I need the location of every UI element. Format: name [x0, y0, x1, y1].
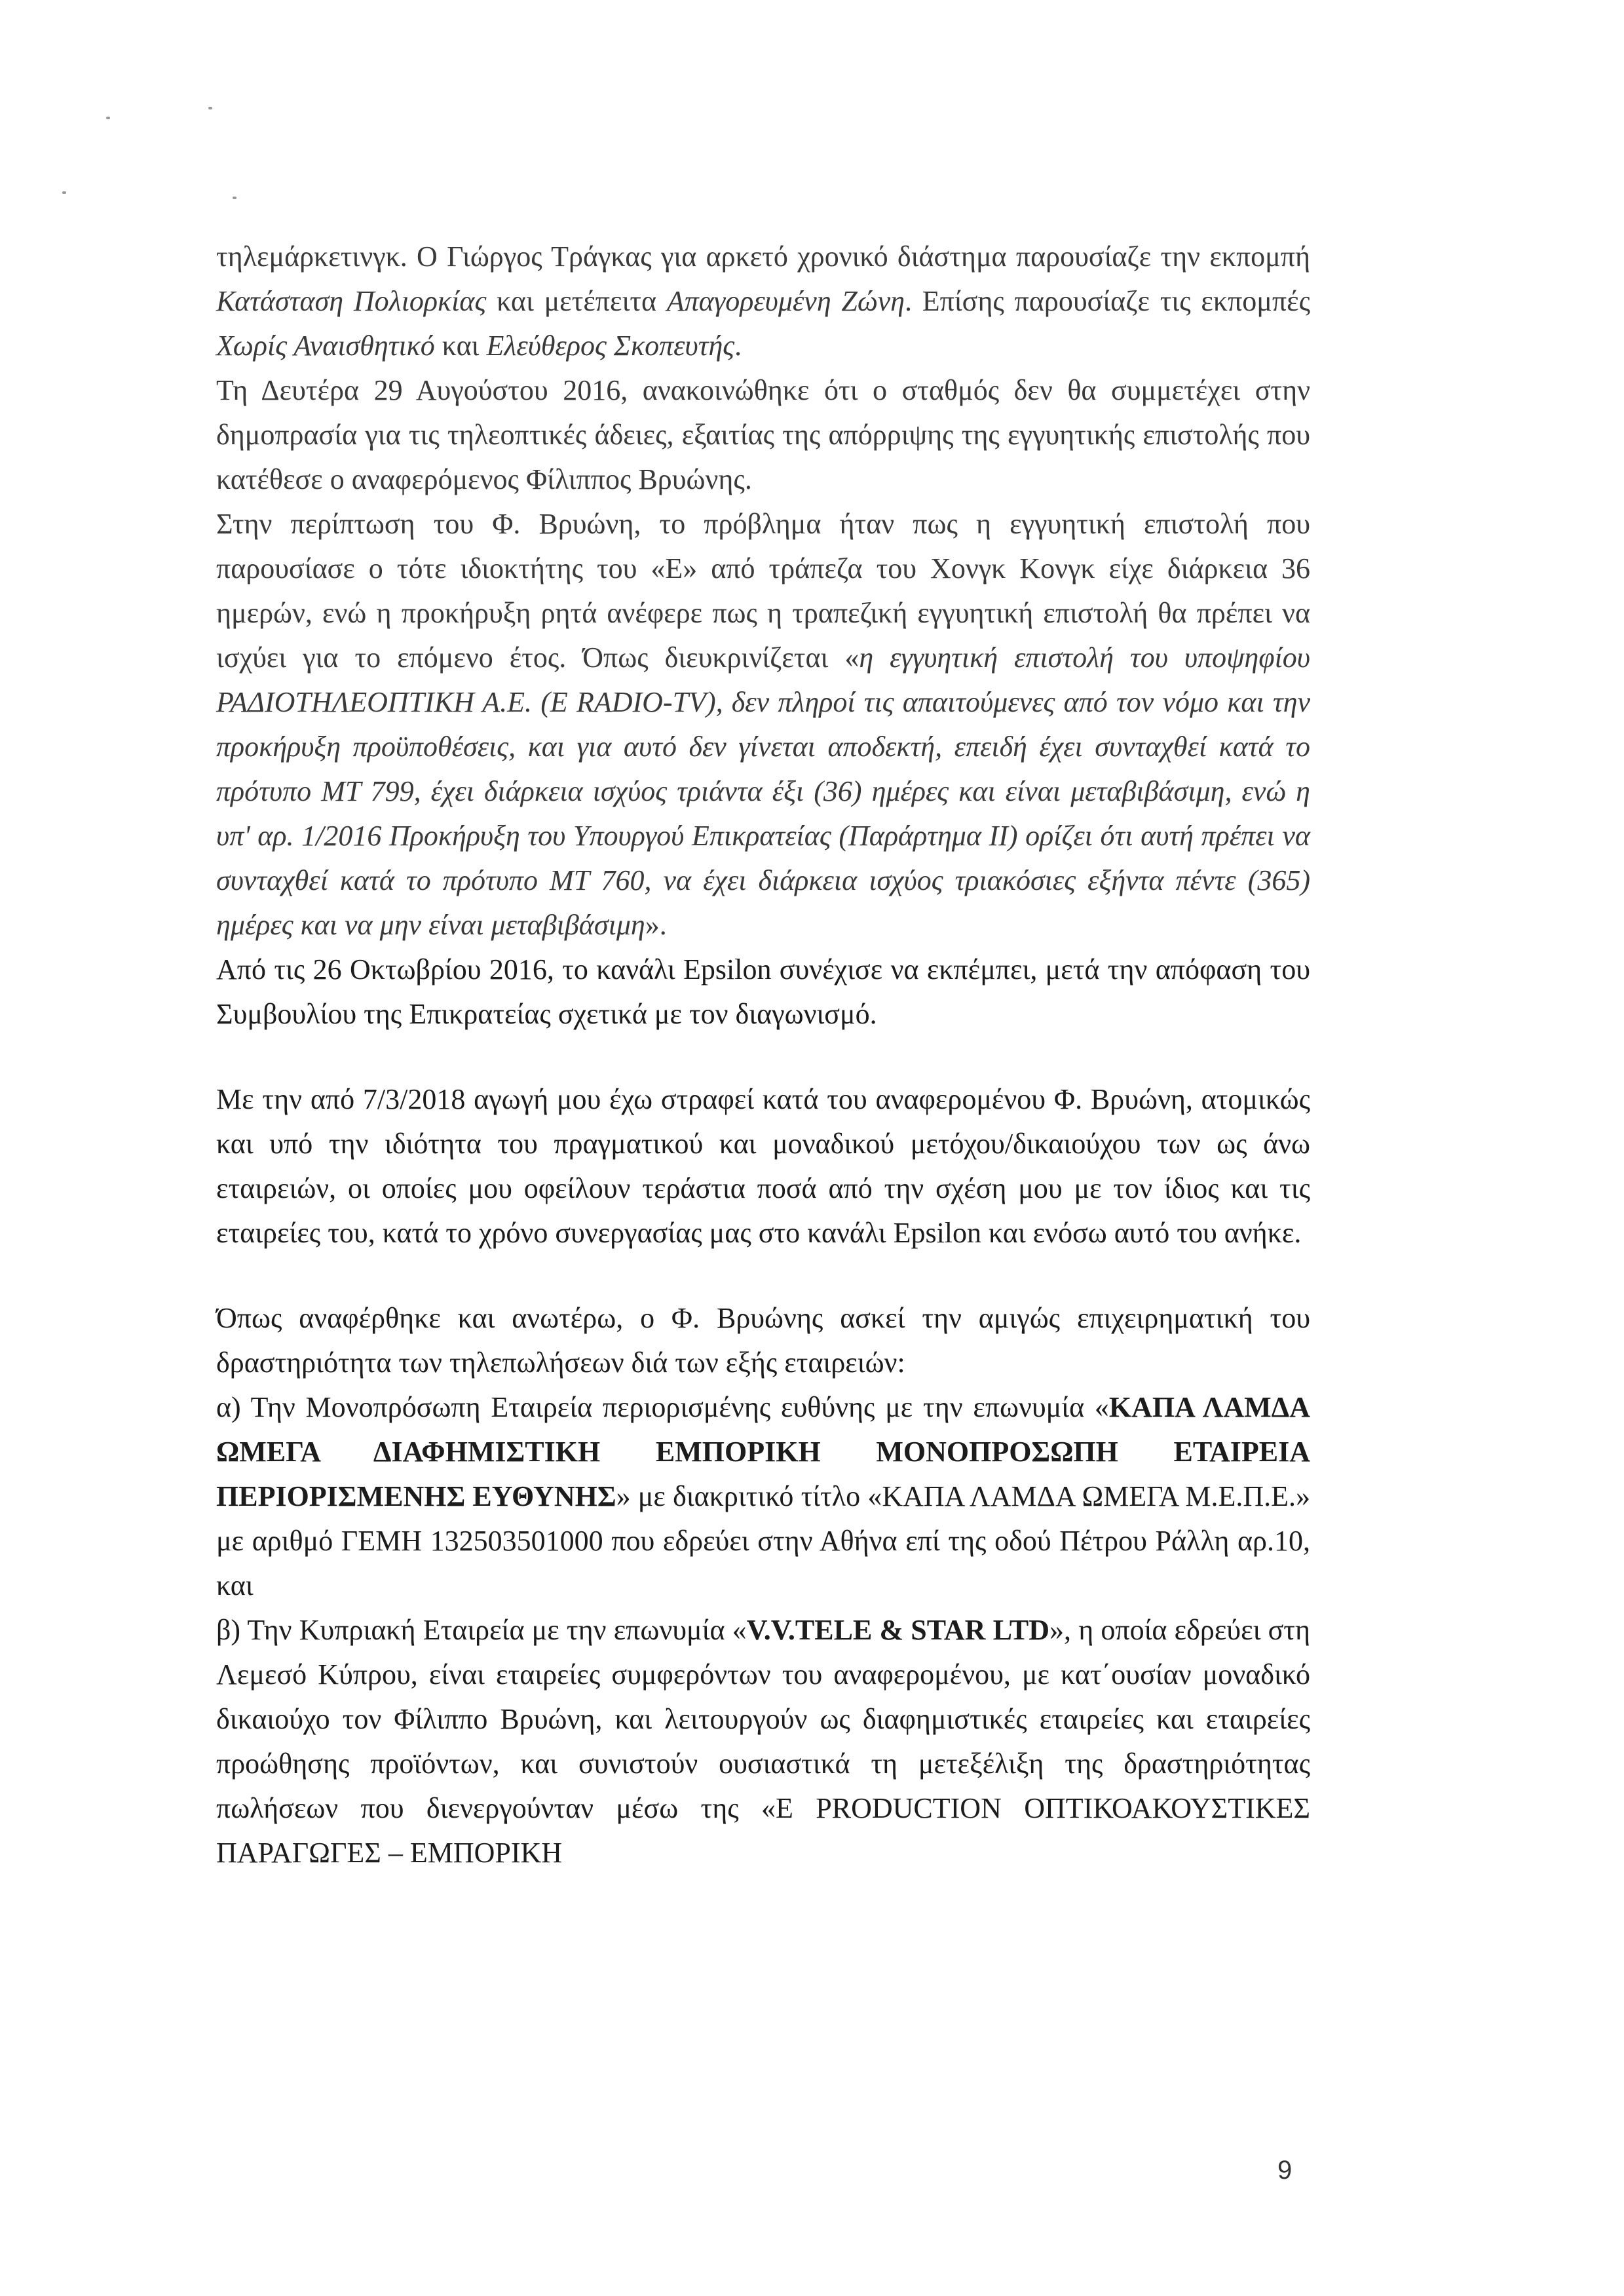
body-text — [216, 235, 1310, 1875]
scan-speck — [208, 107, 212, 109]
paragraph-tv-shows: τηλεμάρκετινγκ. Ο Γιώργος Τράγκας για αρκετό χρονικό διάστημα παρουσίαζε την εκπομπή Κατάσταση Πολιορκίας και μετέπειτα Απαγορευμένη Ζώνη. Επίσης παρουσίαζε τις εκπομπές Χωρίς Αναισθητικό και Ελεύθερος Σκοπευτής. — [216, 240, 1310, 362]
scan-speck — [233, 197, 236, 199]
paragraph-epsilon: Από τις 26 Οκτωβρίου 2016, το κανάλι Epsilon συνέχισε να εκπέμπει, μετά την απόφαση του Συμβουλίου της Επικρατείας σχετικά με τον διαγωνισμό. — [216, 953, 1310, 1030]
show-title: Απαγορευμένη Ζώνη — [666, 285, 905, 317]
paragraph-companies-intro: Όπως αναφέρθηκε και ανωτέρω, ο Φ. Βρυώνης ασκεί την αμιγώς επιχειρηματική του δραστηριότητα των τηλεπωλήσεων διά των εξής εταιρειών: — [216, 1302, 1310, 1379]
paragraph-auction: Τη Δευτέρα 29 Αυγούστου 2016, ανακοινώθηκε ότι ο σταθμός δεν θα συμμετέχει στην δημοπρασία για τις τηλεοπτικές άδειες, εξαιτίας της απόρριψης της εγγυητικής επιστολής που κατέθεσε ο αναφερόμενος Φίλιππος Βρυώνης. — [216, 374, 1310, 495]
paragraph-company-b: β) Την Κυπριακή Εταιρεία με την επωνυμία «V.V.TELE & STAR LTD», η οποία εδρεύει στη Λεμεσό Κύπρου, είναι εταιρείες συμφερόντων του αναφερομένου, με κατ΄ουσίαν μοναδικό δικαιούχο τον Φίλιππο Βρυώνη, και λειτουργούν ως διαφημιστικές εταιρείες και εταιρείες προώθησης προϊόντων, και συνιστούν ουσιαστικά τη μετεξέλιξη της δραστηριότητας πωλήσεων που διενεργούνταν μέσω της «Ε PRODUCTION ΟΠΤΙΚΟΑΚΟΥΣΤΙΚΕΣ ΠΑΡΑΓΩΓΕΣ – ΕΜΠΟΡΙΚΗ — [216, 1614, 1310, 1869]
scan-speck — [62, 191, 66, 194]
company-name: ΚΑΠΑ ΛΑΜΔΑ ΩΜΕΓΑ ΔΙΑΦΗΜΙΣΤΙΚΗ ΕΜΠΟΡΙΚΗ ΜΟΝΟΠΡΟΣΩΠΗ ΕΤΑΙΡΕΙΑ ΠΕΡΙΟΡΙΣΜΕΝΗΣ ΕΥΘΥΝΗΣ — [216, 1391, 1310, 1512]
page-number: 9 — [1277, 2156, 1293, 2185]
quoted-decision: η εγγυητική επιστολή του υποψηφίου ΡΑΔΙΟΤΗΛΕΟΠΤΙΚΗ Α.Ε. (E RADIO-TV), δεν πληροί τις απαιτούμενες από τον νόμο και την προκήρυξη προϋποθέσεις, και για αυτό δεν γίνεται αποδεκτή, επειδή έχει συνταχθεί κατά το πρότυπο ΜΤ 799, έχει διάρκεια ισχύος τριάντα έξι (36) ημέρες και είναι μεταβιβάσιμη, ενώ η υπ' αρ. 1/2016 Προκήρυξη του Υπουργού Επικρατείας (Παράρτημα ΙΙ) ορίζει ότι αυτή πρέπει να συνταχθεί κατά το πρότυπο ΜΤ 760, να έχει διάρκεια ισχύος τριακόσιες εξήντα πέντε (365) ημέρες και να μην είναι μεταβιβάσιμη — [216, 641, 1311, 941]
paragraph-lawsuit: Με την από 7/3/2018 αγωγή μου έχω στραφεί κατά του αναφερομένου Φ. Βρυώνη, ατομικώς και υπό την ιδιότητα του πραγματικού και μοναδικού μετόχου/δικαιούχου των ως άνω εταιρειών, οι οποίες μου οφείλουν τεράστια ποσά από την σχέση μου με τον ίδιος και τις εταιρείες του, κατά το χρόνο συνεργασίας μας στο κανάλι Epsilon και ενόσω αυτό του ανήκε. — [216, 1083, 1310, 1249]
company-name: V.V.TELE & STAR LTD — [746, 1614, 1050, 1646]
show-title: Ελεύθερος Σκοπευτής — [486, 330, 735, 362]
show-title: Κατάσταση Πολιορκίας — [216, 285, 487, 317]
show-title: Χωρίς Αναισθητικό — [216, 330, 435, 362]
paragraph-guarantee-letter: Στην περίπτωση του Φ. Βρυώνη, το πρόβλημα ήταν πως η εγγυητική επιστολή που παρουσίασε ο τότε ιδιοκτήτης του «Ε» από τράπεζα του Χονγκ Κονγκ είχε διάρκεια 36 ημερών, ενώ η προκήρυξη ρητά ανέφερε πως η τραπεζική εγγυητική επιστολή θα πρέπει να ισχύει για το επόμενο έτος. Όπως διευκρινίζεται «η εγγυητική επιστολή του υποψηφίου ΡΑΔΙΟΤΗΛΕΟΠΤΙΚΗ Α.Ε. (E RADIO-TV), δεν πληροί τις απαιτούμενες από τον νόμο και την προκήρυξη προϋποθέσεις, και για αυτό δεν γίνεται αποδεκτή, επειδή έχει συνταχθεί κατά το πρότυπο ΜΤ 799, έχει διάρκεια ισχύος τριάντα έξι (36) ημέρες και είναι μεταβιβάσιμη, ενώ η υπ' αρ. 1/2016 Προκήρυξη του Υπουργού Επικρατείας (Παράρτημα ΙΙ) ορίζει ότι αυτή πρέπει να συνταχθεί κατά το πρότυπο ΜΤ 760, να έχει διάρκεια ισχύος τριακόσιες εξήντα πέντε (365) ημέρες και να μην είναι μεταβιβάσιμη». — [216, 508, 1311, 941]
scan-speck — [106, 117, 110, 119]
paragraph-company-a: α) Την Μονοπρόσωπη Εταιρεία περιορισμένης ευθύνης με την επωνυμία «ΚΑΠΑ ΛΑΜΔΑ ΩΜΕΓΑ ΔΙΑΦΗΜΙΣΤΙΚΗ ΕΜΠΟΡΙΚΗ ΜΟΝΟΠΡΟΣΩΠΗ ΕΤΑΙΡΕΙΑ ΠΕΡΙΟΡΙΣΜΕΝΗΣ ΕΥΘΥΝΗΣ» με διακριτικό τίτλο «ΚΑΠΑ ΛΑΜΔΑ ΩΜΕΓΑ Μ.Ε.Π.Ε.» με αριθμό ΓΕΜΗ 132503501000 που εδρεύει στην Αθήνα επί της οδού Πέτρου Ράλλη αρ.10, και — [216, 1391, 1311, 1601]
